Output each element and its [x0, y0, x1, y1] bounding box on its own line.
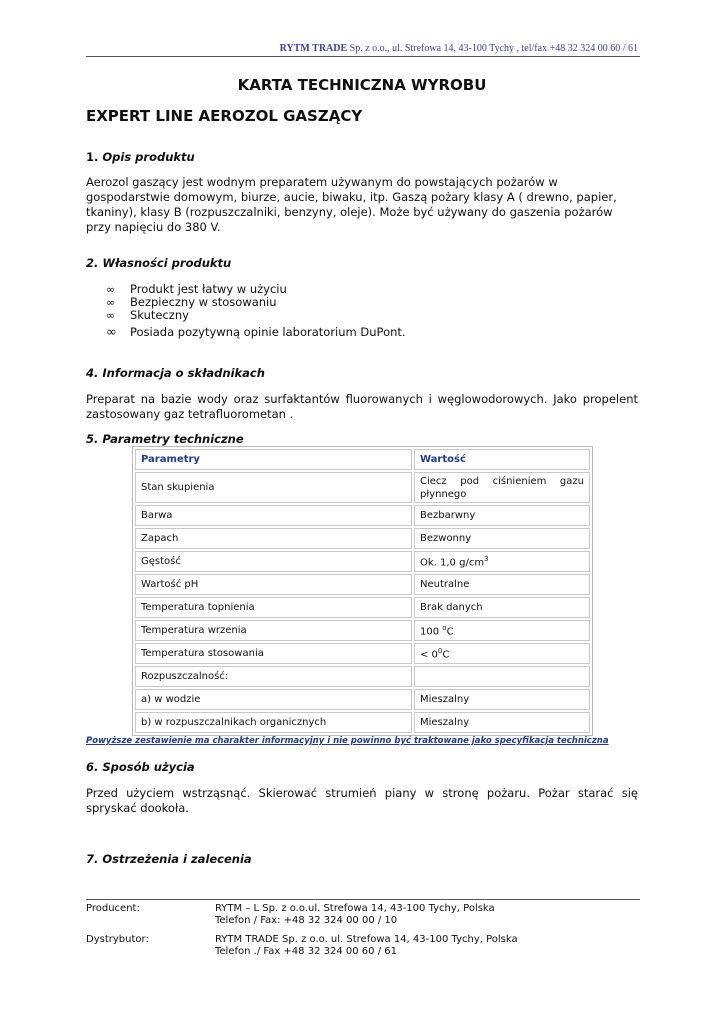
column-header-parameters: Parametry — [135, 449, 412, 470]
section-1-heading — [86, 150, 195, 164]
section-4-heading: 4. Informacja o składnikach — [86, 366, 265, 380]
table-row: Gęstość Ok. 1,0 $g/cm^3$ — [135, 551, 590, 572]
list-item: ∞ Bezpieczny w stosowaniu — [106, 295, 277, 309]
infinity-bullet-icon: ∞ — [106, 325, 117, 340]
table-row: Zapach Bezwonny — [135, 528, 590, 549]
product-name: EXPERT LINE AEROZOL GASZĄCY — [86, 107, 363, 125]
column-header-value: Wartość — [414, 449, 590, 470]
producer-label: Producent: — [86, 903, 140, 914]
section-1-title: Opis produktu — [102, 150, 195, 164]
section-1-number: 1. — [86, 150, 103, 164]
producer-details: RYTM – L Sp. z o.o.ul. Strefowa 14, 43-100 Tychy, Polska Telefon / Fax: +48 32 324 00 00 / 10 — [215, 903, 495, 926]
infinity-bullet-icon: ∞ — [106, 283, 116, 296]
document-title: KARTA TECHNICZNA WYROBU — [237, 76, 487, 94]
section-6-heading: 6. Sposób użycia — [86, 760, 195, 774]
table-disclaimer: Powyższe zestawienie ma charakter informacyjny i nie powinno być traktowane jako specyfikacja techniczna — [86, 736, 609, 746]
table-row: b) w rozpuszczalnikach organicznych Mieszalny — [135, 712, 590, 733]
table-row: Temperatura topnienia Brak danych — [135, 597, 590, 618]
distributor-label: Dystrybutor: — [86, 934, 149, 945]
table-row: Temperatura stosowania < $0^0C$ — [135, 643, 590, 664]
table-row: Barwa Bezbarwny — [135, 505, 590, 526]
table-row: Wartość pH Neutralne — [135, 574, 590, 595]
section-6-text: Przed użyciem wstrząsnąć. Skierować strumień piany w stronę pożaru. Pożar starać się spryskać dookoła. — [86, 786, 638, 815]
section-7-heading: 7. Ostrzeżenia i zalecenia — [86, 852, 252, 866]
list-item: ∞ Posiada pozytywną opinie laboratorium DuPont. — [106, 325, 406, 340]
header-divider — [86, 56, 640, 57]
table-row: Stan skupienia Ciecz pod ciśnieniem gazu płynnego — [135, 472, 590, 503]
table-row: Temperatura wrzenia 100 $^o$C — [135, 620, 590, 641]
table-row: a) w wodzie Mieszalny — [135, 689, 590, 710]
table-header-row — [135, 449, 590, 470]
infinity-bullet-icon: ∞ — [106, 309, 116, 322]
infinity-bullet-icon: ∞ — [106, 296, 116, 309]
section-4-text: Preparat na bazie wody oraz surfaktantów fluorowanych i węglowodorowych. Jako propelent zastosowany gaz tetrafluorometan . — [86, 392, 638, 421]
section-2-heading: 2. Własności produktu — [86, 256, 232, 270]
list-item: ∞ Produkt jest łatwy w użyciu — [106, 282, 287, 296]
section-1-text: Aerozol gaszący jest wodnym preparatem używanym do powstających pożarów w gospodarstwie domowym, biurze, aucie, biwaku, itp. Gaszą pożary klasy A ( drewno, papier, tkaniny), klasy B (rozpuszczalniki, benzyny, oleje). Może być używany do gaszenia pożarów przy napięciu do 380 V. — [86, 175, 617, 234]
distributor-details: RYTM TRADE Sp. z o.o. ul. Strefowa 14, 43-100 Tychy, Polska Telefon ./ Fax +48 32 324 00 60 / 61 — [215, 934, 518, 957]
table-row: Rozpuszczalność: — [135, 666, 590, 687]
parameters-table — [132, 446, 593, 736]
page-header — [86, 43, 638, 54]
header-company: RYTM TRADE — [279, 43, 348, 54]
list-item: ∞ Skuteczny — [106, 308, 189, 322]
footer-divider — [86, 899, 640, 900]
header-address: Sp. z o.o., ul. Strefowa 14, 43-100 Tychy , tel/fax +48 32 324 00 60 / 61 — [347, 43, 638, 54]
section-5-heading: 5. Parametry techniczne — [86, 432, 244, 446]
